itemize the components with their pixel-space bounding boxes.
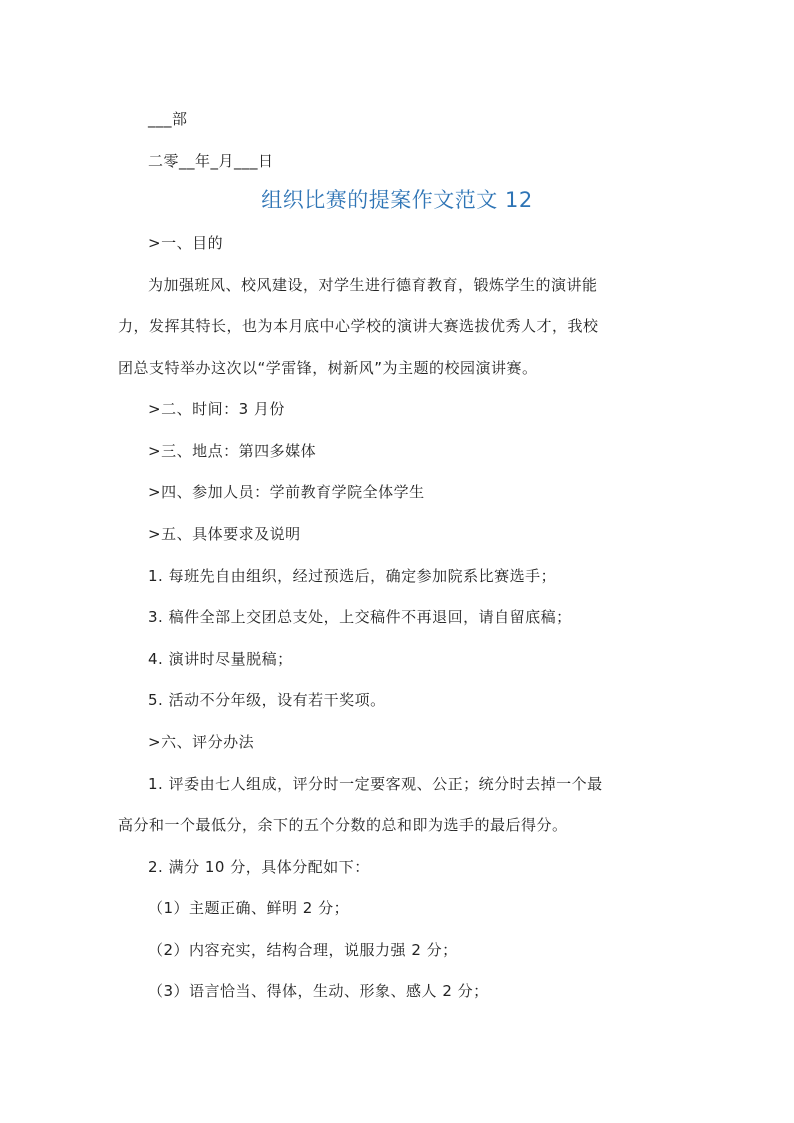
- date-line: 二零__年_月___日: [148, 152, 274, 170]
- paragraph-line: 为加强班风、校风建设，对学生进行德育教育，锻炼学生的演讲能: [148, 276, 598, 294]
- section-heading-purpose: >一、目的: [148, 234, 224, 252]
- section-location: >三、地点：第四多媒体: [148, 442, 317, 460]
- document-title: 组织比赛的提案作文范文 12: [261, 188, 533, 212]
- sub-list-item: （3）语言恰当、得体，生动、形象、感人 2 分；: [148, 982, 489, 1000]
- sub-list-item: （1）主题正确、鲜明 2 分；: [148, 899, 350, 917]
- list-item: 1. 每班先自由组织，经过预选后，确定参加院系比赛选手；: [148, 567, 557, 585]
- section-heading-scoring: >六、评分办法: [148, 733, 255, 751]
- paragraph-line: 力，发挥其特长，也为本月底中心学校的演讲大赛选拔优秀人才，我校: [118, 317, 599, 335]
- list-item: 1. 评委由七人组成，评分时一定要客观、公正；统分时去掉一个最: [148, 775, 603, 793]
- sub-list-item: （2）内容充实，结构合理，说服力强 2 分；: [148, 941, 458, 959]
- paragraph-line: 团总支特举办这次以“学雷锋，树新风”为主题的校园演讲赛。: [118, 359, 538, 377]
- department-line: ___部: [148, 110, 188, 128]
- section-time: >二、时间：3 月份: [148, 400, 285, 418]
- section-participants: >四、参加人员：学前教育学院全体学生: [148, 483, 425, 501]
- list-item: 4. 演讲时尽量脱稿；: [148, 650, 293, 668]
- list-item: 5. 活动不分年级，设有若干奖项。: [148, 691, 386, 709]
- section-heading-requirements: >五、具体要求及说明: [148, 525, 301, 543]
- list-item: 2. 满分 10 分，具体分配如下：: [148, 858, 370, 876]
- list-item: 3. 稿件全部上交团总支处，上交稿件不再退回，请自留底稿；: [148, 608, 572, 626]
- list-item-continuation: 高分和一个最低分，余下的五个分数的总和即为选手的最后得分。: [118, 816, 568, 834]
